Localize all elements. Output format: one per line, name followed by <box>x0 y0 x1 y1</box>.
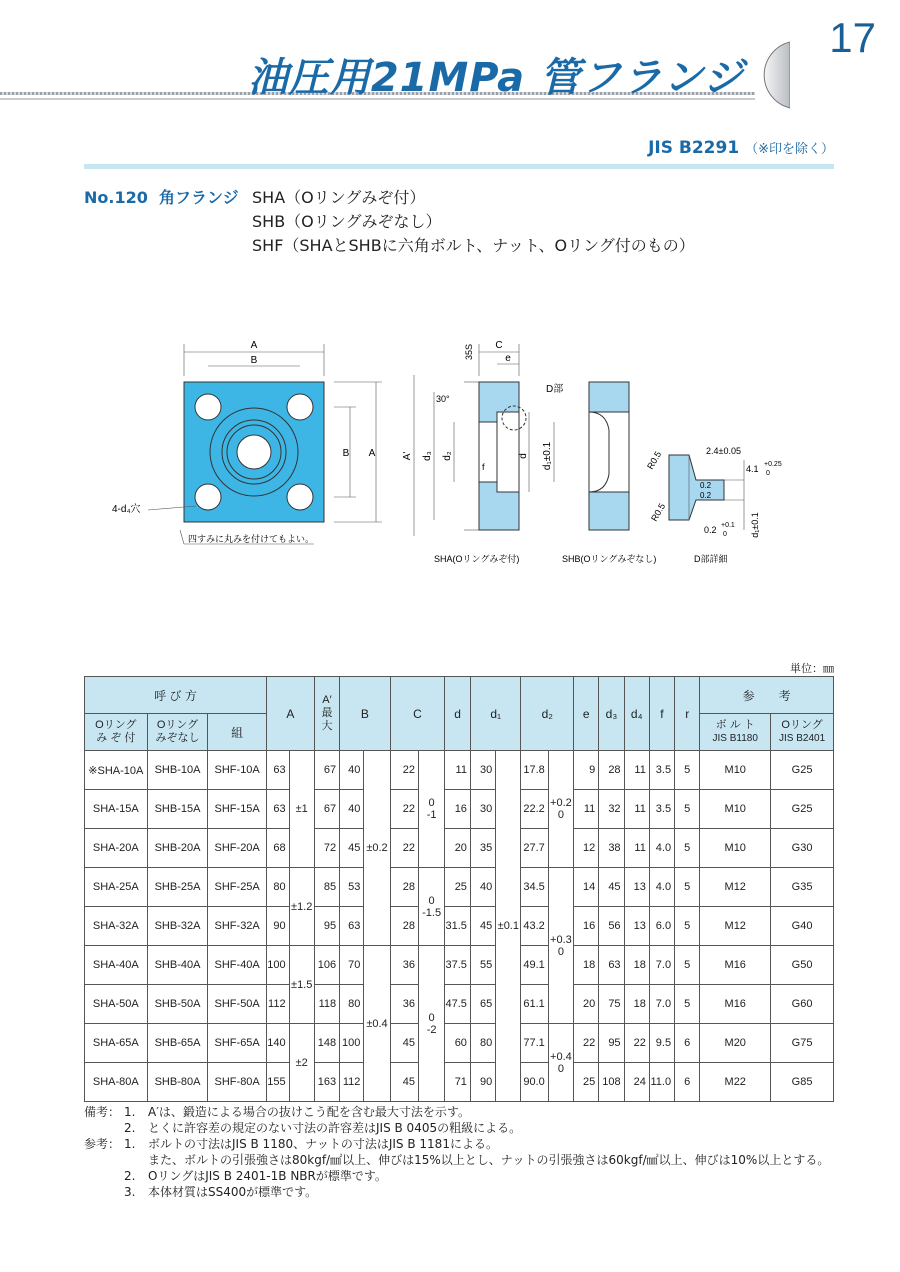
section-line-shf: SHF（SHAとSHBに六角ボルト、ナット、Oリング付のもの） <box>252 236 695 255</box>
cell-oring: G40 <box>771 907 834 946</box>
note-text: とくに許容差の規定のない寸法の許容差はJIS B 0405の粗級による。 <box>148 1121 522 1135</box>
th-oring <box>771 714 834 751</box>
cell-oring: G85 <box>771 1063 834 1102</box>
detail-r1: R0.5 <box>645 449 664 471</box>
tol-a-3: ±1.5 <box>289 946 314 1024</box>
tol-c-1 <box>418 751 444 868</box>
cell-shb: SHB-25A <box>147 868 208 907</box>
cell-d4: 22 <box>624 1024 649 1063</box>
cell-b: 80 <box>340 985 364 1024</box>
cell-b: 70 <box>340 946 364 985</box>
tol-d2-1-dn: 0 <box>557 809 564 821</box>
note-text: ボルトの寸法はJIS B 1180、ナットの寸法はJIS B 1181による。 <box>148 1137 498 1151</box>
cell-d3: 28 <box>599 751 624 790</box>
th-oring-label: Oリング <box>781 719 823 731</box>
cell-d2: 17.8 <box>521 751 548 790</box>
section-name: 角フランジ <box>159 188 239 207</box>
note-row <box>84 1136 844 1152</box>
cell-b: 53 <box>340 868 364 907</box>
cell-r: 5 <box>675 985 700 1024</box>
cell-shf: SHF-40A <box>208 946 267 985</box>
th-d4: d₄ <box>624 677 649 751</box>
dim-b-side-label: B <box>342 448 350 459</box>
cell-d: 47.5 <box>445 985 471 1024</box>
cell-r: 5 <box>675 790 700 829</box>
cell-a-prime: 67 <box>314 790 339 829</box>
cell-d4: 11 <box>624 829 649 868</box>
cell-r: 5 <box>675 907 700 946</box>
cell-d3: 95 <box>599 1024 624 1063</box>
dim-d-label: d <box>518 453 529 459</box>
table-row <box>85 1063 834 1102</box>
cell-c: 22 <box>390 790 418 829</box>
th-a: A <box>266 677 314 751</box>
cell-c: 22 <box>390 751 418 790</box>
cell-d1: 35 <box>470 829 495 868</box>
cell-a-prime: 67 <box>314 751 339 790</box>
cell-f: 11.0 <box>649 1063 674 1102</box>
tol-d2-3-dn: 0 <box>557 1062 564 1075</box>
table-row <box>85 868 834 907</box>
cell-b: 100 <box>340 1024 364 1063</box>
biko-label: 備考： <box>84 1105 121 1119</box>
cell-a-prime: 95 <box>314 907 339 946</box>
cell-oring: G25 <box>771 790 834 829</box>
cell-oring: G30 <box>771 829 834 868</box>
page-title: 油圧用21MPa 管フランジ <box>247 55 744 101</box>
detail-side-tol-upper: +0.25 <box>764 461 782 468</box>
cell-d1: 55 <box>470 946 495 985</box>
dim-f-label: f <box>482 462 485 472</box>
cell-d3: 75 <box>599 985 624 1024</box>
cell-d1: 30 <box>470 790 495 829</box>
cell-a: 63 <box>266 790 289 829</box>
cell-a-prime: 106 <box>314 946 339 985</box>
th-d2: d₂ <box>521 677 574 751</box>
cell-d: 11 <box>445 751 471 790</box>
cell-d3: 32 <box>599 790 624 829</box>
cell-d2: 27.7 <box>521 829 548 868</box>
caption-sha: SHA(Oリングみぞ付) <box>434 554 520 564</box>
dim-c-label: C <box>495 340 503 351</box>
caption-shb: SHB(Oリングみぞなし) <box>562 554 657 564</box>
tol-c-2-dn: -1.5 <box>422 906 442 919</box>
cell-d: 71 <box>445 1063 471 1102</box>
tol-b-1: ±0.2 <box>364 751 390 946</box>
note-row <box>84 1104 844 1120</box>
cell-c: 28 <box>390 868 418 907</box>
cell-d2: 22.2 <box>521 790 548 829</box>
cell-a: 90 <box>266 907 289 946</box>
th-no-groove-2: みぞなし <box>155 732 200 744</box>
cell-b: 40 <box>340 790 364 829</box>
th-set: 組 <box>208 714 267 751</box>
cell-sha: SHA-15A <box>85 790 148 829</box>
dim-a-prime-label: A' <box>402 451 413 461</box>
cell-d2: 49.1 <box>521 946 548 985</box>
cell-f: 4.0 <box>649 868 674 907</box>
cell-r: 5 <box>675 868 700 907</box>
spec-table <box>84 676 834 1102</box>
cell-d4: 11 <box>624 790 649 829</box>
tol-d2-2-dn: 0 <box>557 945 564 958</box>
cell-sha: ※SHA-10A <box>85 751 148 790</box>
th-e: e <box>574 677 599 751</box>
cell-shb: SHB-50A <box>147 985 208 1024</box>
cell-f: 6.0 <box>649 907 674 946</box>
cell-d4: 18 <box>624 946 649 985</box>
cell-shb: SHB-65A <box>147 1024 208 1063</box>
cell-d: 16 <box>445 790 471 829</box>
th-bolt <box>700 714 771 751</box>
detail-title: D部詳細 <box>694 554 728 564</box>
cell-d: 37.5 <box>445 946 471 985</box>
cell-d3: 38 <box>599 829 624 868</box>
cell-sha: SHA-20A <box>85 829 148 868</box>
th-a-prime <box>314 677 339 751</box>
cell-shb: SHB-20A <box>147 829 208 868</box>
tol-c-3-dn: -2 <box>426 1023 437 1036</box>
cell-bolt: M16 <box>700 985 771 1024</box>
th-ref: 参 考 <box>700 677 834 714</box>
cell-d2: 90.0 <box>521 1063 548 1102</box>
cell-sha: SHA-65A <box>85 1024 148 1063</box>
cell-bolt: M10 <box>700 790 771 829</box>
title-band <box>0 40 790 110</box>
note-index: 2. <box>124 1169 136 1183</box>
detail-side-dim: 4.1 <box>746 464 759 474</box>
cell-shf: SHF-80A <box>208 1063 267 1102</box>
th-r: r <box>675 677 700 751</box>
cell-e: 14 <box>574 868 599 907</box>
cell-a: 140 <box>266 1024 289 1063</box>
front-view <box>148 344 382 544</box>
dim-e-label: e <box>505 353 511 364</box>
table-row <box>85 946 834 985</box>
cell-oring: G75 <box>771 1024 834 1063</box>
th-with-groove-2: み ぞ 付 <box>96 732 136 744</box>
surface-label: 35S <box>464 343 474 360</box>
cell-d4: 11 <box>624 751 649 790</box>
dim-d3-label: d₃ <box>422 451 433 461</box>
note-row <box>84 1120 844 1136</box>
cell-shf: SHF-20A <box>208 829 267 868</box>
th-c: C <box>390 677 445 751</box>
cell-oring: G25 <box>771 751 834 790</box>
cell-a-prime: 148 <box>314 1024 339 1063</box>
cell-bolt: M12 <box>700 868 771 907</box>
cell-d1: 90 <box>470 1063 495 1102</box>
cell-d3: 45 <box>599 868 624 907</box>
cell-b: 45 <box>340 829 364 868</box>
cell-a-prime: 85 <box>314 868 339 907</box>
cell-a: 68 <box>266 829 289 868</box>
cell-d1: 65 <box>470 985 495 1024</box>
technical-drawing <box>84 330 844 580</box>
cell-sha: SHA-25A <box>85 868 148 907</box>
tol-d2-2-up: +0.3 <box>550 933 572 946</box>
cell-shf: SHF-32A <box>208 907 267 946</box>
cell-f: 3.5 <box>649 790 674 829</box>
cell-sha: SHA-80A <box>85 1063 148 1102</box>
cell-f: 7.0 <box>649 946 674 985</box>
cell-a: 112 <box>266 985 289 1024</box>
sanko-label: 参考： <box>84 1137 121 1151</box>
dim-b-label: B <box>250 355 258 366</box>
jis-code: JIS B2291 <box>648 138 740 158</box>
note-text: また、ボルトの引張強さは80kgf/㎟以上、伸びは15%以上とし、ナットの引張強さは60kgf/㎟以上、伸びは10%以上とする。 <box>148 1153 830 1167</box>
cell-a: 155 <box>266 1063 289 1102</box>
detail-ref: D部 <box>546 384 564 395</box>
cell-r: 6 <box>675 1024 700 1063</box>
cell-b: 63 <box>340 907 364 946</box>
cell-a: 63 <box>266 751 289 790</box>
tol-d2-1-up: +0.2 <box>550 797 572 809</box>
table-row <box>85 790 834 829</box>
th-bolt-label: ボ ル ト <box>715 719 755 731</box>
cell-d4: 13 <box>624 907 649 946</box>
cell-e: 18 <box>574 946 599 985</box>
detail-chamfer-1: 0.2 <box>700 481 712 490</box>
cell-shb: SHB-10A <box>147 751 208 790</box>
section-view-shb <box>589 382 629 530</box>
cell-a-prime: 163 <box>314 1063 339 1102</box>
cell-b: 112 <box>340 1063 364 1102</box>
note-index: 2. <box>124 1121 136 1135</box>
detail-bottom-dim: 0.2 <box>704 525 717 535</box>
cell-oring: G60 <box>771 985 834 1024</box>
section-line-sha: SHA（Oリングみぞ付） <box>252 188 426 207</box>
cell-d: 20 <box>445 829 471 868</box>
cell-oring: G35 <box>771 868 834 907</box>
th-a-prime-sub-1: 最 <box>321 707 333 719</box>
table-row <box>85 1024 834 1063</box>
page-number: 17 <box>829 14 876 61</box>
note-index <box>124 1152 148 1168</box>
cell-b: 40 <box>340 751 364 790</box>
cell-a-prime: 72 <box>314 829 339 868</box>
cell-e: 20 <box>574 985 599 1024</box>
cell-a-prime: 118 <box>314 985 339 1024</box>
cell-e: 11 <box>574 790 599 829</box>
cell-d1: 80 <box>470 1024 495 1063</box>
cell-oring: G50 <box>771 946 834 985</box>
cell-r: 5 <box>675 751 700 790</box>
tol-c-3-up: 0 <box>428 1011 435 1024</box>
tol-b-2: ±0.4 <box>364 946 390 1102</box>
tol-d2-1 <box>548 751 573 868</box>
cell-shf: SHF-10A <box>208 751 267 790</box>
section-line-shb: SHB（Oリングみぞなし） <box>252 212 442 231</box>
detail-bottom-tol-upper: +0.1 <box>721 522 735 529</box>
th-b: B <box>340 677 391 751</box>
th-f: f <box>649 677 674 751</box>
th-bolt-std: JIS B1180 <box>712 733 758 744</box>
cell-d: 60 <box>445 1024 471 1063</box>
cell-d: 25 <box>445 868 471 907</box>
cell-f: 9.5 <box>649 1024 674 1063</box>
th-oring-std: JIS B2401 <box>778 733 826 744</box>
note-text: A′は、鍛造による場合の抜けこう配を含む最大寸法を示す。 <box>148 1105 470 1119</box>
tol-c-3 <box>418 946 444 1102</box>
cell-shf: SHF-50A <box>208 985 267 1024</box>
cell-shf: SHF-15A <box>208 790 267 829</box>
section-view-sha <box>414 344 554 536</box>
section-bar <box>84 164 834 169</box>
cell-a: 80 <box>266 868 289 907</box>
cell-d3: 63 <box>599 946 624 985</box>
cell-bolt: M22 <box>700 1063 771 1102</box>
note-row <box>84 1168 844 1184</box>
cell-e: 22 <box>574 1024 599 1063</box>
cell-sha: SHA-32A <box>85 907 148 946</box>
note-row <box>84 1152 844 1168</box>
detail-side-tol-lower: 0 <box>766 470 770 477</box>
tol-c-1-dn: -1 <box>426 809 437 821</box>
tol-a-2: ±1.2 <box>289 868 314 946</box>
cell-c: 36 <box>390 946 418 985</box>
cell-d2: 34.5 <box>521 868 548 907</box>
cell-d4: 18 <box>624 985 649 1024</box>
th-no-groove-1: Oリング <box>156 719 199 731</box>
cell-r: 5 <box>675 829 700 868</box>
cell-sha: SHA-50A <box>85 985 148 1024</box>
detail-bottom-tol-lower: 0 <box>723 531 727 538</box>
cell-e: 12 <box>574 829 599 868</box>
cell-c: 36 <box>390 985 418 1024</box>
cell-d1: 40 <box>470 868 495 907</box>
table-row <box>85 829 834 868</box>
cell-c: 28 <box>390 907 418 946</box>
dim-d1-label: d₁±0.1 <box>542 441 553 471</box>
cell-shf: SHF-65A <box>208 1024 267 1063</box>
cell-d4: 13 <box>624 868 649 907</box>
section-heading <box>84 186 695 258</box>
jis-standard <box>648 138 834 158</box>
cell-bolt: M10 <box>700 751 771 790</box>
cell-d1: 45 <box>470 907 495 946</box>
th-a-prime-sub-2: 大 <box>321 720 333 732</box>
cell-f: 7.0 <box>649 985 674 1024</box>
cell-c: 45 <box>390 1024 418 1063</box>
tol-d1: ±0.1 <box>496 751 521 1102</box>
cell-r: 5 <box>675 946 700 985</box>
cell-d3: 56 <box>599 907 624 946</box>
tol-c-1-up: 0 <box>428 797 435 809</box>
cell-d2: 77.1 <box>521 1024 548 1063</box>
tol-d2-3 <box>548 1024 573 1102</box>
cell-a: 100 <box>266 946 289 985</box>
angle-label: 30° <box>436 394 450 404</box>
note-index: 1. <box>124 1137 136 1151</box>
unit-label: 単位：㎜ <box>790 662 834 675</box>
cell-d4: 24 <box>624 1063 649 1102</box>
tol-a-1: ±1 <box>289 751 314 868</box>
detail-top-dim: 2.4±0.05 <box>706 446 741 456</box>
hole-label: 4-d₄穴 <box>112 504 141 515</box>
note-index: 1. <box>124 1105 136 1119</box>
detail-chamfer-2: 0.2 <box>700 491 712 500</box>
th-no-groove <box>147 714 208 751</box>
note-text: OリングはJIS B 2401-1B NBRが標準です。 <box>148 1169 387 1183</box>
th-d1: d₁ <box>470 677 521 751</box>
th-with-groove-1: Oリング <box>95 719 137 731</box>
dim-d2-label: d₂ <box>442 451 453 461</box>
th-a-prime-main: A′ <box>322 694 332 706</box>
cell-d: 31.5 <box>445 907 471 946</box>
tol-c-2-up: 0 <box>428 894 435 907</box>
title-cap-icon <box>744 40 790 110</box>
cell-shb: SHB-15A <box>147 790 208 829</box>
cell-shf: SHF-25A <box>208 868 267 907</box>
tol-d2-2 <box>548 868 573 1024</box>
th-with-groove <box>85 714 148 751</box>
tol-a-4: ±2 <box>289 1024 314 1102</box>
cell-d2: 61.1 <box>521 985 548 1024</box>
cell-r: 6 <box>675 1063 700 1102</box>
table-row <box>85 907 834 946</box>
cell-f: 3.5 <box>649 751 674 790</box>
cell-bolt: M16 <box>700 946 771 985</box>
cell-d1: 30 <box>470 751 495 790</box>
table-row <box>85 985 834 1024</box>
dim-a-side-label: A <box>368 448 376 459</box>
note-index: 3. <box>124 1185 136 1199</box>
notes <box>84 1104 844 1200</box>
cell-bolt: M10 <box>700 829 771 868</box>
cell-e: 25 <box>574 1063 599 1102</box>
th-d3: d₃ <box>599 677 624 751</box>
section-number: No.120 <box>84 188 148 207</box>
cell-c: 22 <box>390 829 418 868</box>
note-text: 本体材質はSS400が標準です。 <box>148 1185 318 1199</box>
detail-r2: R0.5 <box>649 501 668 523</box>
cell-sha: SHA-40A <box>85 946 148 985</box>
cell-e: 9 <box>574 751 599 790</box>
cell-d3: 108 <box>599 1063 624 1102</box>
note-row <box>84 1184 844 1200</box>
corner-note: 四すみに丸みを付けてもよい。 <box>188 534 315 544</box>
cell-shb: SHB-80A <box>147 1063 208 1102</box>
cell-shb: SHB-32A <box>147 907 208 946</box>
tol-d2-3-up: +0.4 <box>550 1050 572 1063</box>
detail-d1: d₁±0.1 <box>750 512 760 538</box>
jis-note: （※印を除く） <box>745 142 834 157</box>
cell-bolt: M20 <box>700 1024 771 1063</box>
th-d: d <box>445 677 471 751</box>
dim-a-label: A <box>250 340 258 351</box>
cell-e: 16 <box>574 907 599 946</box>
th-nominal: 呼 び 方 <box>85 677 267 714</box>
tol-c-2 <box>418 868 444 946</box>
cell-shb: SHB-40A <box>147 946 208 985</box>
cell-c: 45 <box>390 1063 418 1102</box>
cell-bolt: M12 <box>700 907 771 946</box>
table-row <box>85 751 834 790</box>
cell-d2: 43.2 <box>521 907 548 946</box>
section-number-name <box>84 186 252 210</box>
cell-f: 4.0 <box>649 829 674 868</box>
